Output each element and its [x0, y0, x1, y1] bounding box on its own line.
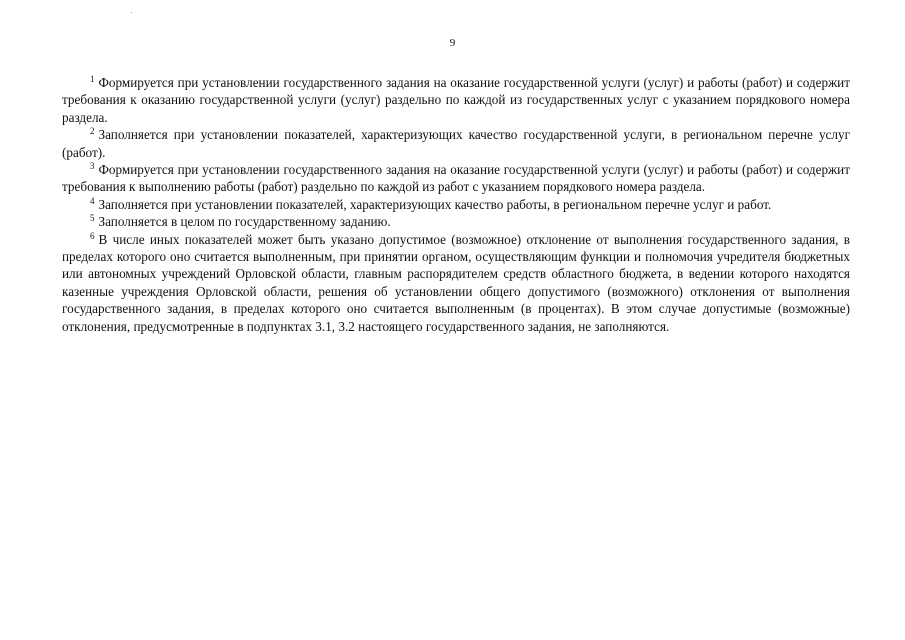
scan-speck [131, 12, 132, 13]
footnote-text: Формируется при установлении государственного задания на оказание государственной услуги (услуг) и работы (работ) и содержит требования к оказанию государственной услуги (услуг) раздельно по каждой из государственных услуг с указанием порядкового номера раздела. [62, 75, 850, 125]
footnote-1 [62, 74, 850, 126]
footnote-4 [62, 196, 850, 213]
footnote-text: Заполняется при установлении показателей, характеризующих качество работы, в региональном перечне услуг и работ. [98, 196, 772, 212]
footnote-3 [62, 161, 850, 196]
footnote-mark: 1 [90, 74, 95, 84]
footnote-mark: 5 [90, 213, 95, 224]
footnote-text: Формируется при установлении государственного задания на оказание государственной услуги (услуг) и работы (работ) и содержит требования к выполнению работы (работ) раздельно по каждой из работ с указанием порядкового номера раздела. [62, 162, 850, 195]
footnote-5 [62, 213, 850, 230]
footnote-text: В числе иных показателей может быть указано допустимое (возможное) отклонение от выполнения государственного задания, в пределах которого оно считается выполненным, при принятии органом, осуществляющим функции и полномочия учредителя бюджетных или автономных учреждений Орловской области, главным распорядителем средств областного бюджета, в ведении которого находятся казенные учреждения Орловской области, решения об установлении общего допустимого (возможного) отклонения от выполнения государственного задания, в пределах которого оно считается выполненным (в процентах). В этом случае допустимые (возможные) отклонения, предусмотренные в подпунктах 3.1, 3.2 настоящего государственного задания, не заполняются. [62, 231, 850, 334]
footnote-6 [62, 231, 850, 335]
footnote-mark: 3 [90, 161, 95, 172]
footnote-mark: 2 [90, 126, 95, 137]
footnote-text: Заполняется при установлении показателей, характеризующих качество государственной услуги, в региональном перечне услуг (работ). [62, 127, 850, 160]
footnote-mark: 6 [90, 230, 95, 241]
page-number: 9 [449, 37, 456, 49]
footnotes-section [62, 74, 850, 335]
footnote-mark: 4 [90, 195, 95, 206]
footnote-text: Заполняется в целом по государственному заданию. [98, 214, 391, 230]
footnote-2 [62, 126, 850, 161]
